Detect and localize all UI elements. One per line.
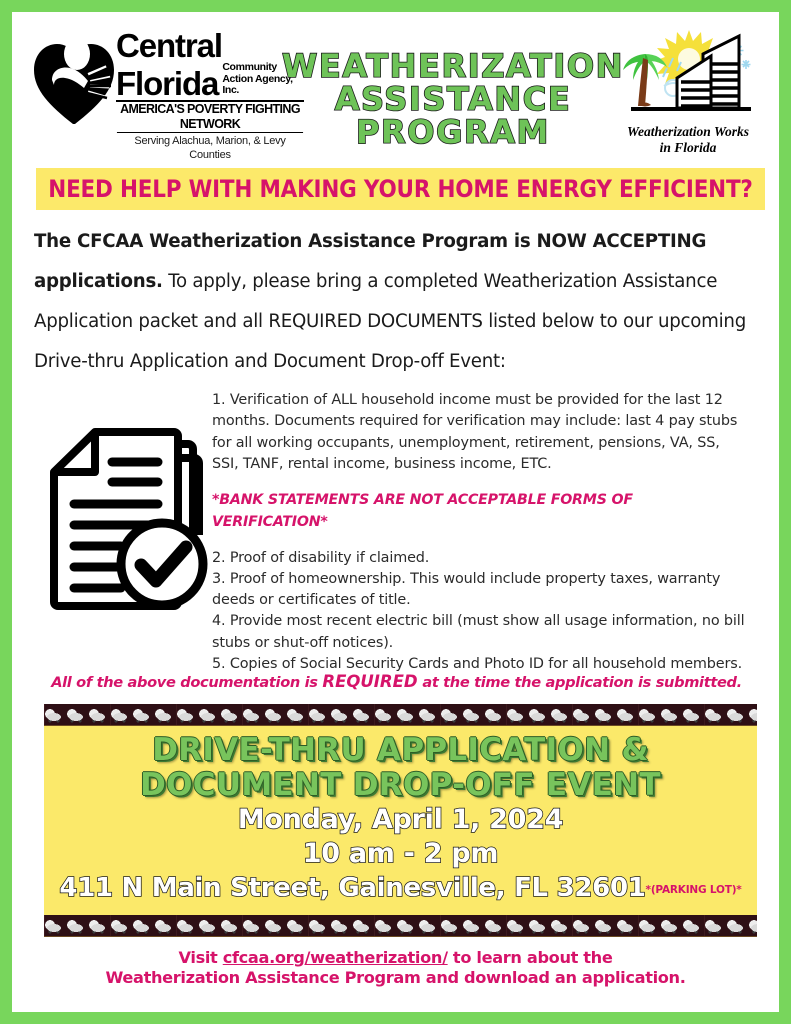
- list-item: 4. Provide most recent electric bill (must show all usage information, no bill stubs or shut-off notices).: [212, 613, 745, 651]
- footer-url-link[interactable]: cfcaa.org/weatherization/: [222, 948, 448, 967]
- weatherization-works-logo: [615, 26, 761, 158]
- weatherization-works-caption: [615, 124, 761, 156]
- required-note-post: at the time the application is submitted.: [417, 674, 742, 691]
- list-item: 5. Copies of Social Security Cards and Photo ID for all household members.: [212, 656, 743, 673]
- logo-central: Central: [116, 27, 222, 64]
- poster-header: [12, 12, 779, 164]
- event-title-line2: DOCUMENT DROP-OFF EVENT: [140, 767, 661, 803]
- footer-line1: [12, 948, 779, 968]
- heart-hands-icon: [32, 28, 116, 128]
- logo-florida: Florida: [116, 64, 219, 102]
- required-note-pre: All of the above documentation is: [51, 674, 323, 691]
- list-item: 2. Proof of disability if claimed.: [212, 549, 430, 566]
- list-item: 1. Verification of ALL household income must be provided for the last 12 months. Documents required for verification may include: last 4 pay stubs for all working occupants, unemployment, retirement, pensions, VA, SS, SSI, TANF, rental income, business income, ETC.: [212, 392, 738, 472]
- footer-suffix: to learn about the: [447, 948, 613, 967]
- headline-text: NEED HELP WITH MAKING YOUR HOME ENERGY EFFICIENT?: [48, 175, 753, 203]
- footer-prefix: Visit: [178, 948, 223, 967]
- footer-line2: Weatherization Assistance Program and download an application.: [105, 968, 686, 987]
- page-title-line3: PROGRAM: [355, 113, 550, 151]
- car-border-bottom-icon: [44, 915, 757, 937]
- logo-serving-counties: Serving Alachua, Marion, & Levy Counties: [134, 134, 286, 161]
- event-date: Monday, April 1, 2024: [237, 804, 564, 835]
- event-parking-note: *(PARKING LOT)*: [645, 884, 742, 896]
- intro-rest: To apply, please bring a completed Weatherization Assistance Application packet and all REQUIRED DOCUMENTS listed below to our upcoming Drive-thru Application and Document Drop-off Event:: [34, 271, 746, 372]
- palm-tree-icon: [623, 54, 667, 107]
- event-address-text: 411 N Main Street, Gainesville, FL 32601: [59, 873, 646, 903]
- car-border-top-icon: [44, 704, 757, 726]
- ww-caption-line1: Weatherization Works: [627, 124, 749, 139]
- event-address: [44, 871, 757, 907]
- page-title: [270, 47, 636, 151]
- list-item: 3. Proof of homeownership. This would include property taxes, warranty deeds or certificates of title.: [212, 570, 721, 609]
- page-title-line1: WEATHERIZATION: [281, 47, 625, 85]
- logo-suffix-line2: Action Agency, Inc.: [222, 72, 293, 96]
- event-title-line1: DRIVE-THRU APPLICATION &: [152, 732, 649, 768]
- requirements-list: [212, 390, 750, 675]
- sun-palm-house-icon: [615, 26, 761, 130]
- footer: [12, 948, 779, 988]
- requirements-section: [12, 390, 779, 673]
- headline-banner: [36, 168, 765, 210]
- event-box: [44, 704, 757, 937]
- ww-caption-line2: in Florida: [659, 140, 717, 155]
- event-time: 10 am - 2 pm: [302, 838, 499, 869]
- bank-statement-warning: *BANK STATEMENTS ARE NOT ACCEPTABLE FORMS OF VERIFICATION*: [212, 492, 633, 531]
- logo-tagline: AMERICA'S POVERTY FIGHTING NETWORK: [117, 102, 303, 133]
- required-note-strong: REQUIRED: [322, 672, 418, 691]
- intro-paragraph: [34, 222, 761, 382]
- documents-checkmark-icon: [46, 424, 210, 614]
- logo-suffix-line1: Community: [222, 61, 277, 73]
- page-title-line2: ASSISTANCE: [334, 80, 572, 118]
- poster-sheet: [12, 12, 779, 1012]
- cfcaa-logo: [32, 26, 304, 161]
- intro-bold: The CFCAA Weatherization Assistance Program is NOW ACCEPTING applications.: [34, 231, 707, 292]
- event-details: [44, 726, 757, 915]
